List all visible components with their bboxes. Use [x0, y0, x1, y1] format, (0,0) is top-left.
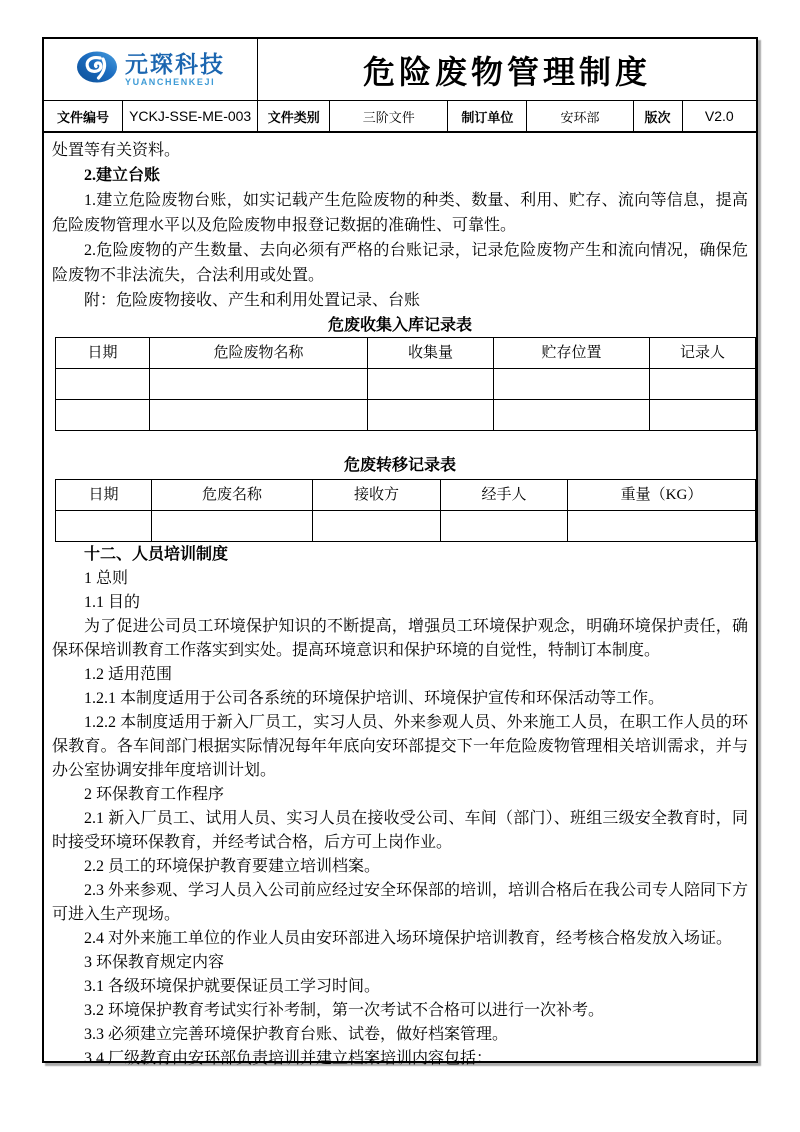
paragraph: 1.2.1 本制度适用于公司各系统的环境保护培训、环境保护宣传和环保活动等工作。	[84, 690, 665, 707]
logo-company-subtitle: YUANCHENKEJI	[125, 76, 216, 87]
table-cell-empty	[313, 511, 441, 542]
paragraph: 2.3 外来参观、学习人员入公司前应经过安全环保部的培训，培训合格后在我公司专人陪同下方可进入生产现场。	[52, 882, 749, 923]
column-header: 重量（KG）	[568, 480, 756, 511]
column-header: 危废名称	[152, 480, 313, 511]
document-page	[42, 37, 758, 1067]
section-heading: 十二、人员培训制度	[84, 546, 229, 563]
file-number-label: 文件编号	[44, 101, 123, 131]
table-cell-empty	[494, 400, 650, 431]
file-number-value: YCKJ-SSE-ME-003	[123, 101, 258, 131]
table-cell-empty	[150, 369, 368, 400]
paragraph: 1 总则	[84, 570, 129, 587]
file-class-label: 文件类别	[258, 101, 330, 131]
table-row	[56, 511, 756, 542]
collection-record-table	[55, 337, 756, 431]
paragraph: 3.1 各级环境保护就要保证员工学习时间。	[84, 978, 381, 995]
column-header: 日期	[56, 338, 150, 369]
transfer-record-table	[55, 479, 756, 542]
paragraph: 处置等有关资料。	[52, 142, 181, 159]
document-header	[44, 39, 756, 101]
table-cell-empty	[368, 400, 494, 431]
issuing-dept-value: 安环部	[527, 101, 633, 131]
document-body	[44, 133, 756, 1071]
column-header: 经手人	[441, 480, 568, 511]
paragraph: 2.2 员工的环境保护教育要建立培训档案。	[84, 858, 381, 875]
table-cell-empty	[494, 369, 650, 400]
transfer-table-title: 危废转移记录表	[343, 457, 456, 474]
issuing-dept-label: 制订单位	[448, 101, 527, 131]
table-cell-empty	[56, 511, 152, 542]
training-section	[52, 543, 748, 1071]
table-cell-empty	[650, 400, 756, 431]
collection-table-title: 危废收集入库记录表	[327, 317, 472, 334]
company-logo	[44, 39, 258, 100]
paragraph: 2 环保教育工作程序	[84, 786, 225, 803]
document-title: 危险废物管理制度	[362, 53, 651, 90]
paragraph: 1.1 目的	[84, 594, 141, 611]
paragraph: 3.4 厂级教育由安环部负责培训并建立档案培训内容包括：	[84, 1050, 493, 1067]
paragraph: 2.4 对外来施工单位的作业人员由安环部进入场环境保护培训教育，经考核合格发放入场证。	[84, 930, 733, 947]
logo-swirl-icon	[76, 50, 118, 89]
paragraph: 3.2 环境保护教育考试实行补考制，第一次考试不合格可以进行一次补考。	[84, 1002, 605, 1019]
column-header: 危险废物名称	[150, 338, 368, 369]
table-header-row	[56, 338, 756, 369]
table-cell-empty	[441, 511, 568, 542]
document-meta-row	[44, 101, 756, 133]
column-header: 贮存位置	[494, 338, 650, 369]
table-cell-empty	[368, 369, 494, 400]
table-cell-empty	[150, 400, 368, 431]
table-cell-empty	[650, 369, 756, 400]
paragraph: 3.3 必须建立完善环境保护教育台账、试卷，做好档案管理。	[84, 1026, 509, 1043]
paragraph: 2.1 新入厂员工、试用人员、实习人员在接收受公司、车间（部门）、班组三级安全教育时，同时接受环境环保教育，并经考试合格，后方可上岗作业。	[52, 810, 748, 851]
column-header: 收集量	[368, 338, 494, 369]
paragraph: 1.建立危险废物台账，如实记载产生危险废物的种类、数量、利用、贮存、流向等信息，提高危险废物管理水平以及危险废物申报登记数据的准确性、可靠性。	[52, 192, 748, 234]
table-cell-empty	[56, 369, 150, 400]
table-cell-empty	[56, 400, 150, 431]
version-label: 版次	[634, 101, 683, 131]
table-row	[56, 369, 756, 400]
file-class-value: 三阶文件	[330, 101, 448, 131]
table-cell-empty	[568, 511, 756, 542]
paragraph: 2.危险废物的产生数量、去向必须有严格的台账记录，记录危险废物产生和流向情况，确保危险废物不非法流失，合法利用或处置。	[52, 242, 748, 284]
version-value: V2.0	[704, 108, 734, 124]
table-row	[56, 400, 756, 431]
column-header: 接收方	[313, 480, 441, 511]
column-header: 记录人	[650, 338, 756, 369]
paragraph: 3 环保教育规定内容	[84, 954, 225, 971]
paragraph: 附：危险废物接收、产生和利用处置记录、台账	[84, 292, 421, 309]
table-header-row	[56, 480, 756, 511]
paragraph: 为了促进公司员工环境保护知识的不断提高，增强员工环境保护观念，明确环境保护责任，确保环保培训教育工作落实到实处。提高环境意识和保护环境的自觉性，特制订本制度。	[52, 618, 748, 659]
logo-company-name: 元琛科技	[125, 50, 225, 77]
paragraph: 1.2 适用范围	[84, 666, 173, 683]
column-header: 日期	[56, 480, 152, 511]
section-heading: 2.建立台账	[84, 167, 161, 184]
table-cell-empty	[152, 511, 313, 542]
paragraph: 1.2.2 本制度适用于新入厂员工，实习人员、外来参观人员、外来施工人员，在职工作人员的环保教育。各车间部门根据实际情况每年年底向安环部提交下一年危险废物管理相关培训需求，并与办公室协调安排年度培训计划。	[52, 714, 748, 779]
